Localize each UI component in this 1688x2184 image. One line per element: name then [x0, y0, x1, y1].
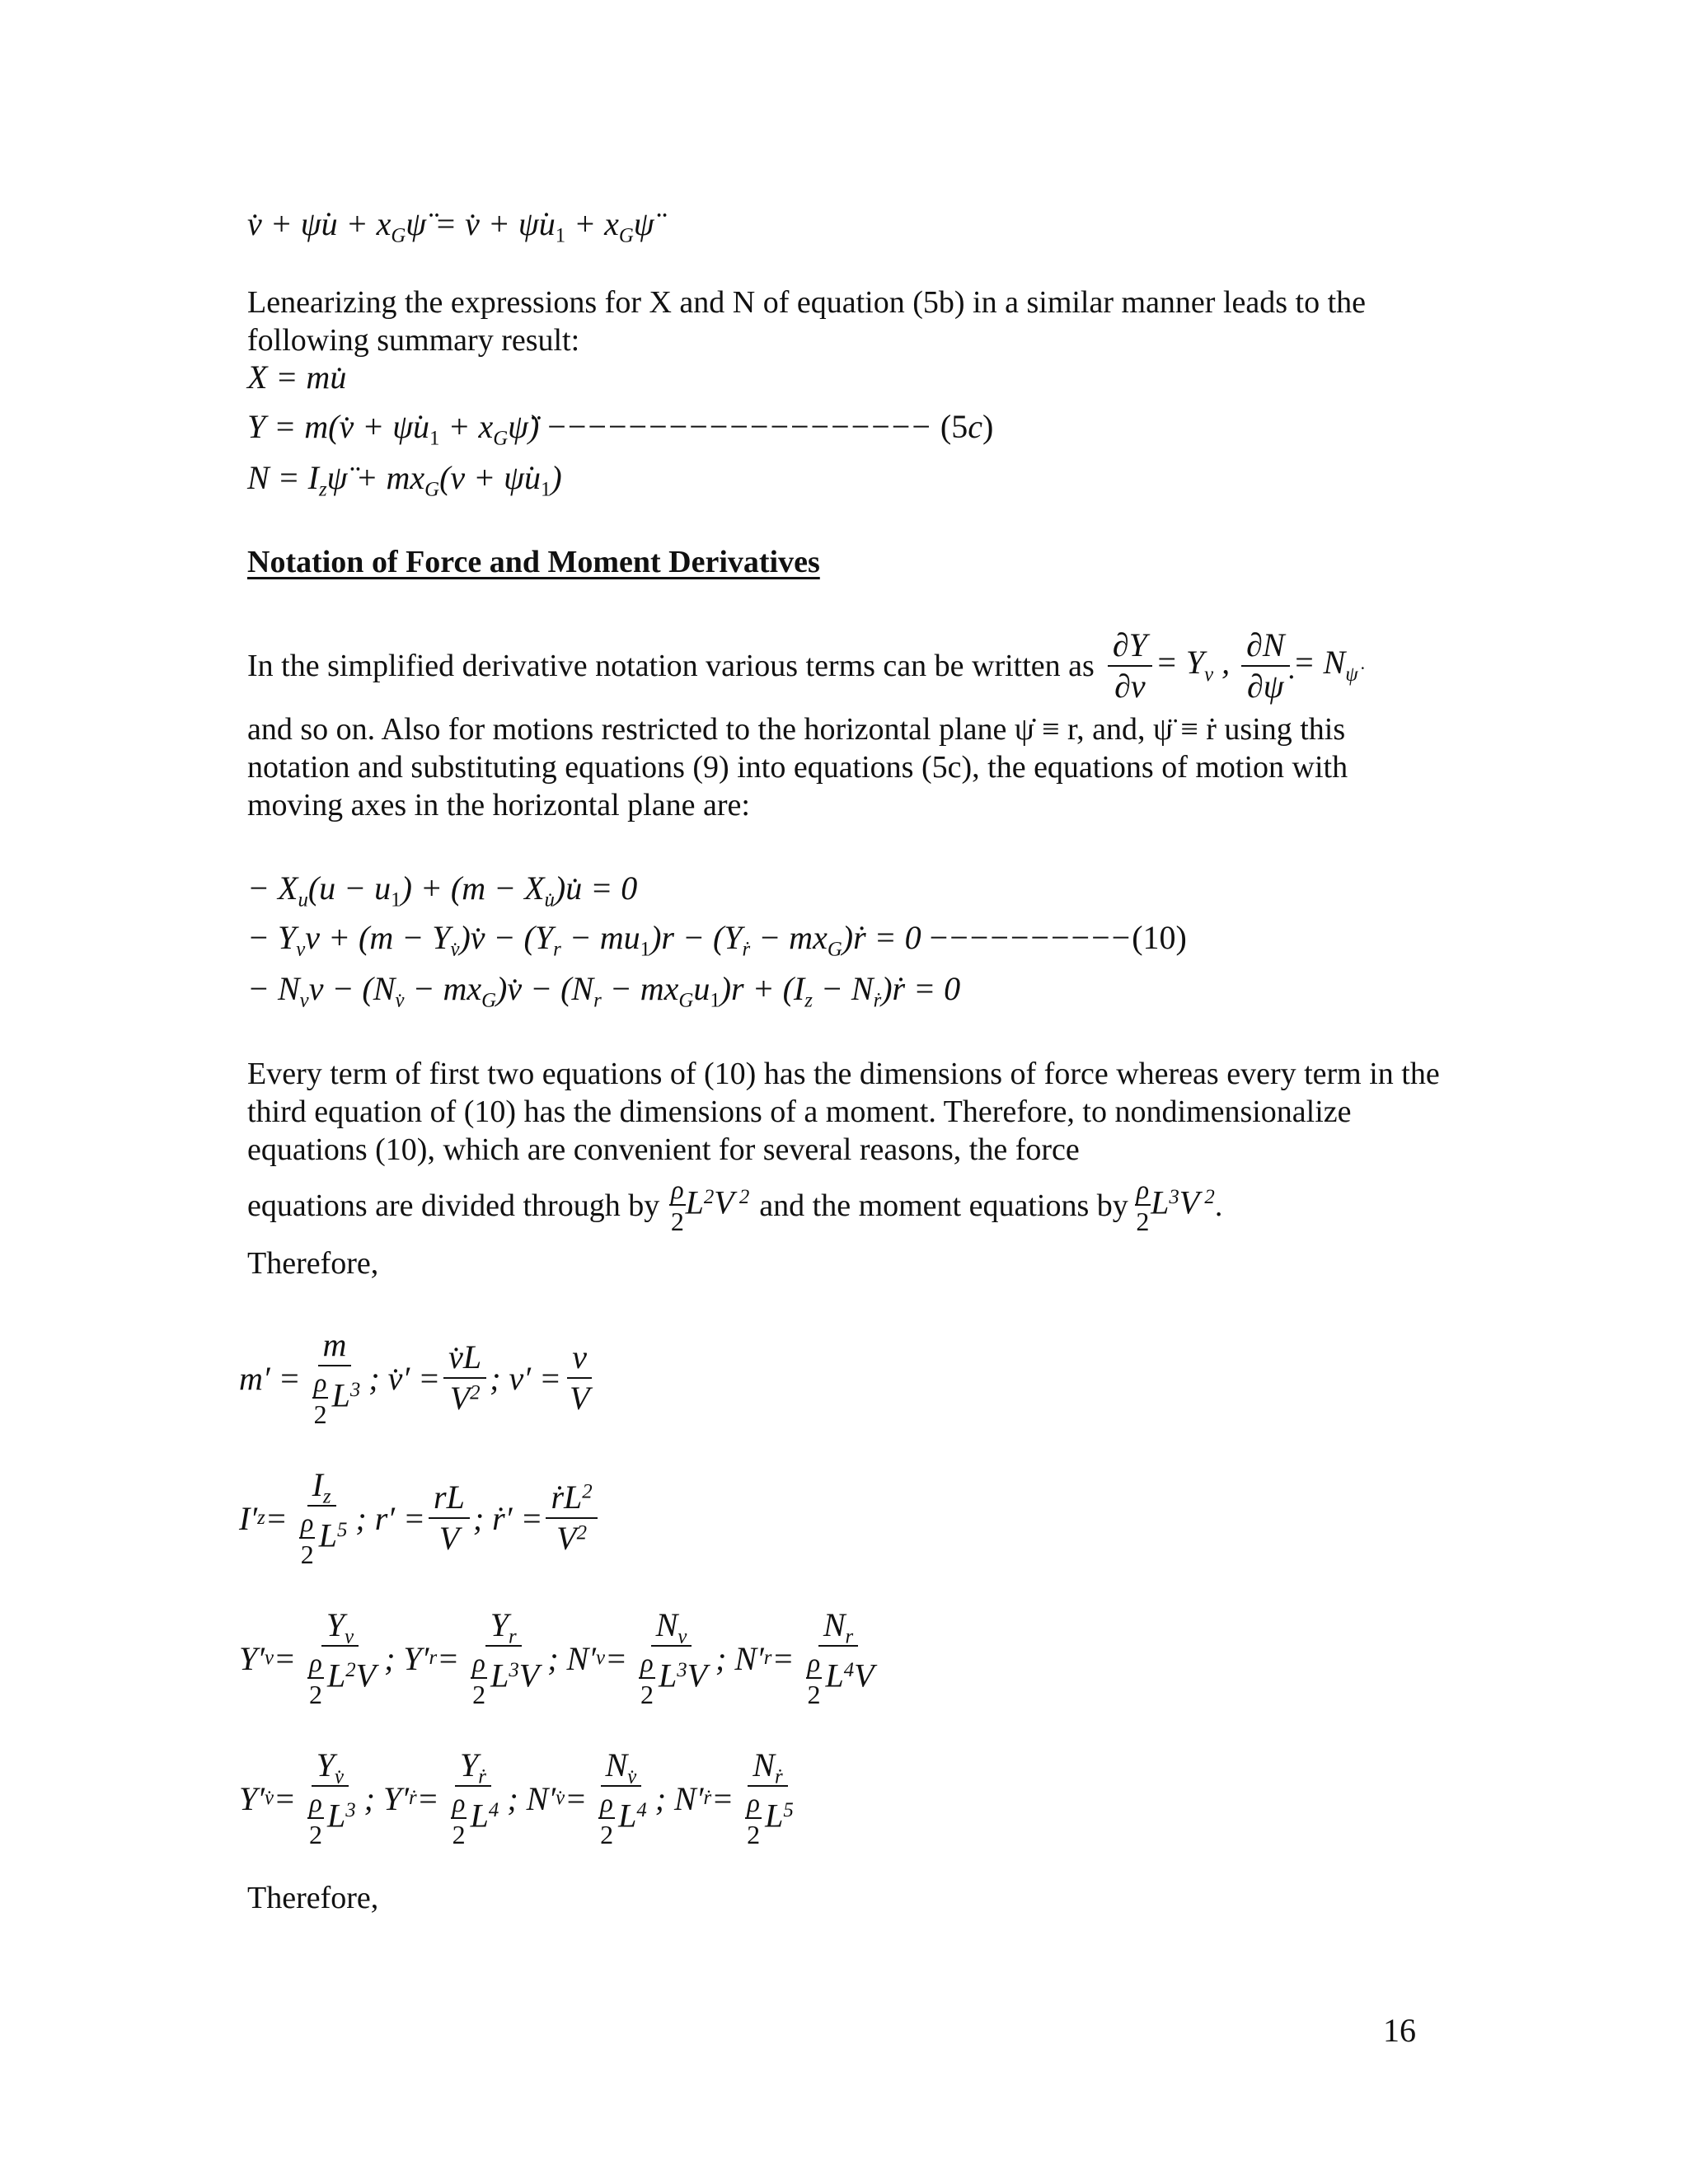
- paragraph-notation-intro: [247, 616, 1451, 715]
- therefore-2: Therefore,: [247, 1881, 379, 1915]
- force-divisor-formula: $\frac{\rho}{2}$ $L^2V$ $^2$: [670, 1174, 750, 1236]
- equation-5c-n: $N = I_z\psï + mx_G(v$ + $\psi̇u_1$): [247, 459, 562, 501]
- equation-5c-y: Y = m(v̇ + $\psi̇u_1$ + $x_G\psï$) −−−−−−−−−−−−−−−−−−− (5c): [247, 408, 994, 450]
- divisor-text-force: equations are divided through by: [247, 1188, 660, 1223]
- definition-velocity-derivatives: Y′ v = $Y_v$ $\frac{\rho}{2}$ $L^2V$ ; Y′ r = $Y_r$ $\frac{\rho}{2}$ $L^3V$ ; N′ v = $N_v$ $\frac{\rho}{2}$ $L^3V$ ; N′ r = $N_r$ $\frac{\rho}{2}$ $L^4V$: [239, 1606, 874, 1710]
- equation-kinematics: v̇ + ψ̇u + $x_G\psï$ = v̇ + $\psi̇u_1$ + $x_G\psï$: [247, 205, 654, 247]
- definition-acceleration-derivatives: Y′ v̇ = $Y_{v̇}$ $\frac{\rho}{2}$ $L^3$ ; Y′ ṙ = $Y_ṙ$ $\frac{\rho}{2}$ $L^4$ ; N′ v̇ = $N_{v̇}$ $\frac{\rho}{2}$ $L^4$ ; N′ ṙ = $N_ṙ$ $\frac{\rho}{2}$ $L^5$: [239, 1746, 794, 1850]
- equation-10-y: − $Y_vv + (m$ − $Y_{v̇})v̇ - (Y_r - mu_1)r - (Y_ṙ$ − $mx_G)ṙ = 0 ----------(10)$: [247, 919, 1187, 961]
- equation-10-n: − $N_vv - (N_{v̇}$ − $mx_G)v̇ - (N_r - mx_Gu_1)r + (I_z$ − $N_ṙ)ṙ = 0$: [247, 970, 961, 1012]
- paragraph-notation-body: and so on. Also for motions restricted to the horizontal plane ψ̇ ≡ r, and, ψ̈ ≡ ṙ using this notation and substituting equations (9) into equations (5c), the equations of motion with moving axes in the horizontal plane are:: [247, 712, 1348, 823]
- divisor-text-moment: and the moment equations by: [759, 1188, 1128, 1223]
- page-number: 16: [1383, 2012, 1416, 2049]
- therefore-1: Therefore,: [247, 1246, 379, 1281]
- equation-10-x: − $X_u(u - u_1) + (m$ − $X_{u̇})u̇ = 0$: [247, 869, 638, 912]
- definition-inertia-rate: I′ z = $I_z$ $\frac{\rho}{2}$ $L^5$ ; r′ = $\frac{rL}{V}$ ; ṙ′ = $\frac{ṙL^2}{V^2}$: [239, 1467, 601, 1569]
- paragraph-nondimensional-divisors: [247, 1169, 1451, 1243]
- divisor-period: .: [1214, 1188, 1223, 1223]
- paragraph-nondimensional: Every term of first two equations of (10) has the dimensions of force whereas every term in the third equation of (10) has the dimensions of a moment. Therefore, to nondimensionalize equations (10), which are convenient for several reasons, the force: [247, 1057, 1440, 1167]
- paragraph-linearization: Lenearizing the expressions for X and N of equation (5b) in a similar manner leads to the following summary result:: [247, 285, 1367, 358]
- section-heading: Notation of Force and Moment Derivatives: [247, 545, 820, 579]
- equation-5c-x: X = mu̇: [247, 359, 347, 396]
- definition-mass-velocity: m′ = m $\frac{\rho}{2}$ $L^3$ ; v̇′ = $\frac{v̇L}{V^2}$ ; v′ = $\frac{v}{V}$: [239, 1327, 598, 1429]
- moment-divisor-formula: $\frac{\rho}{2}$ $L^3V$ $^2$: [1136, 1174, 1215, 1236]
- partial-derivative-notation: $\frac{\partial Y}{\partial v}$ = $Y_v$ , $\frac{\partial N}{\partial\psi̇}$ = $N_{\psi̇}$: [1104, 627, 1358, 705]
- notation-intro-text: In the simplified derivative notation various terms can be written as: [247, 649, 1095, 683]
